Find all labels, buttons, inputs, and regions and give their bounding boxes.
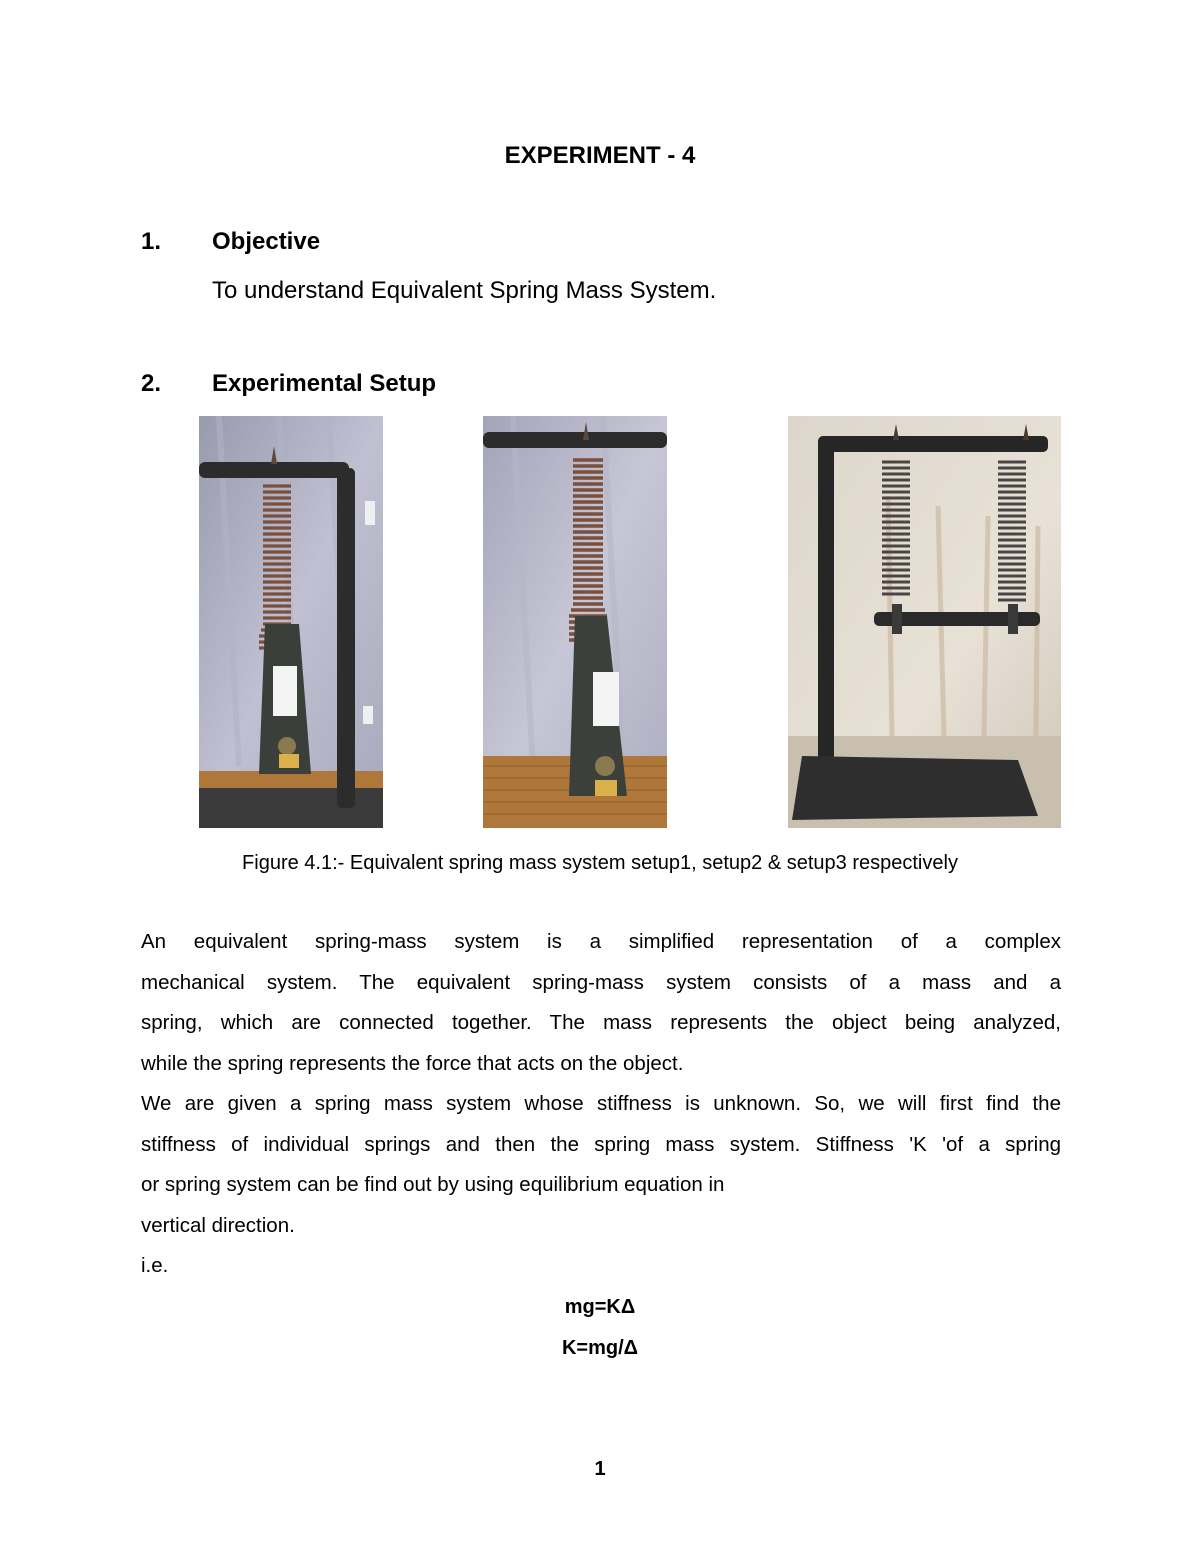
paragraph-1-line: An equivalent spring-mass system is a simplified representation of a complex bbox=[141, 930, 1061, 953]
equation-2: K=mg/Δ bbox=[561, 1337, 639, 1359]
paragraph-2-line: We are given a spring mass system whose stiffness is unknown. So, we will first find the bbox=[141, 1092, 1061, 1115]
setup2-photo bbox=[483, 416, 667, 828]
paragraph-1-line: while the spring represents the force that acts on the object. bbox=[141, 1051, 684, 1075]
section-2-number: 2. bbox=[141, 370, 162, 397]
paragraph-2-line: vertical direction. bbox=[141, 1213, 295, 1237]
paragraph-2-line: or spring system can be find out by using equilibrium equation in bbox=[141, 1173, 725, 1196]
equation-1: mg=KΔ bbox=[564, 1296, 636, 1318]
section-1-heading: Objective bbox=[212, 228, 321, 255]
page-title: EXPERIMENT - 4 bbox=[504, 142, 696, 169]
objective-text: To understand Equivalent Spring Mass System. bbox=[212, 277, 717, 304]
paragraph-1-line: spring, which are connected together. The mass represents the object being analyzed, bbox=[141, 1011, 1061, 1034]
paragraph-2 bbox=[141, 1084, 1061, 1287]
figure-caption: Figure 4.1:- Equivalent spring mass system setup1, setup2 & setup3 respectively bbox=[242, 852, 958, 874]
paragraph-2-line: stiffness of individual springs and then the spring mass system. Stiffness 'K 'of a spring bbox=[141, 1132, 1061, 1156]
paragraph-1-line: mechanical system. The equivalent spring-mass system consists of a mass and a bbox=[141, 970, 1061, 994]
section-2-heading: Experimental Setup bbox=[212, 370, 437, 397]
paragraph-1 bbox=[141, 922, 1061, 1084]
ie-text: i.e. bbox=[141, 1254, 169, 1277]
setup1-photo bbox=[199, 416, 383, 828]
section-1-number: 1. bbox=[141, 228, 162, 255]
setup3-photo bbox=[788, 416, 1061, 828]
page-number: 1 bbox=[594, 1458, 606, 1480]
